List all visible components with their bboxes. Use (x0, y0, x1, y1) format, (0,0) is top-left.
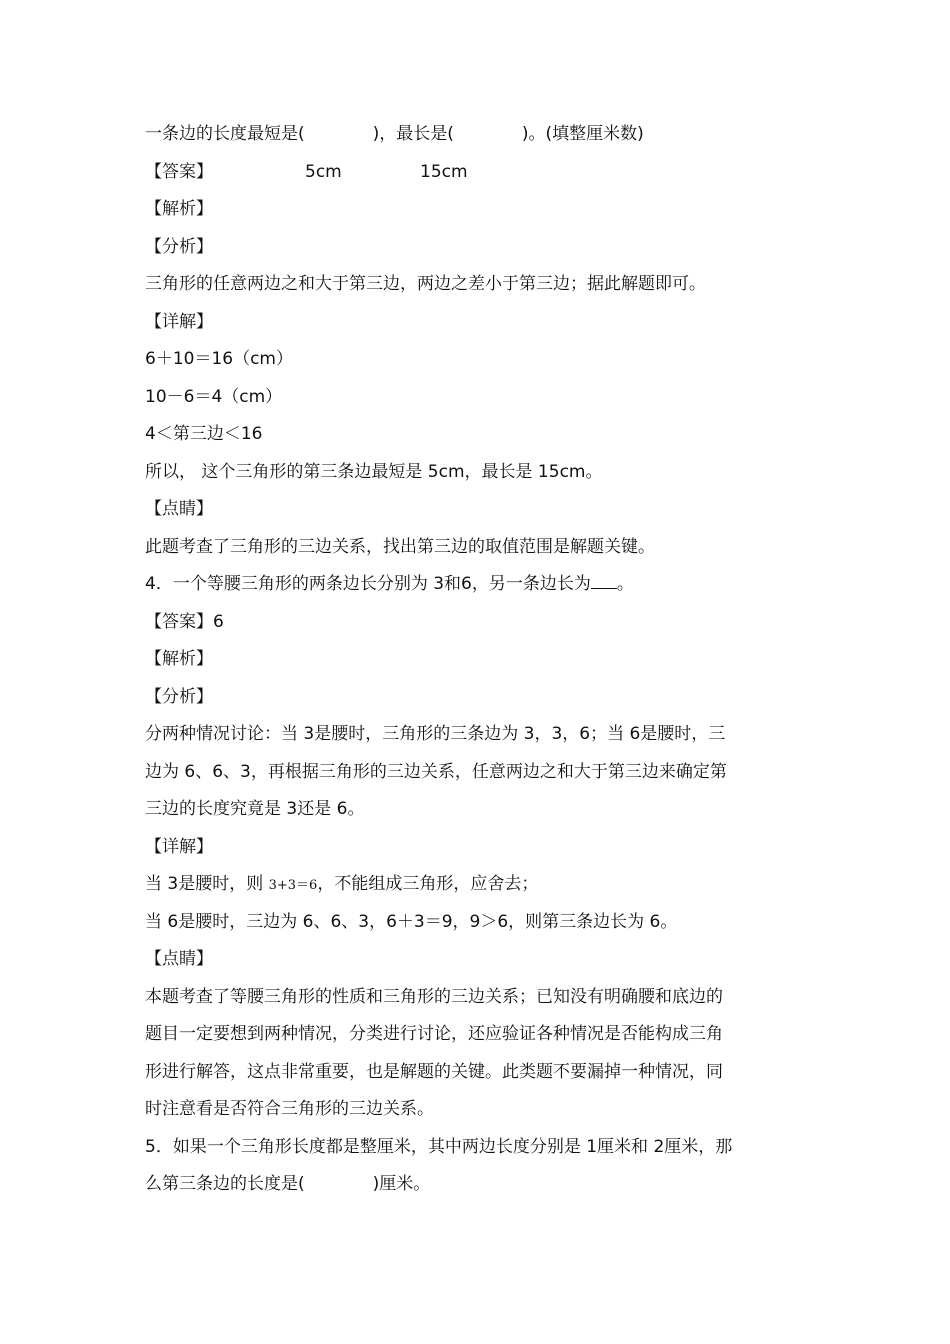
q3-answer-2: 15cm (420, 161, 468, 182)
q3-analysis-label: 【解析】 (145, 199, 213, 219)
q4-question-post: 。 (616, 574, 634, 594)
q4-detail-label: 【详解】 (145, 836, 213, 857)
q4-fenxi-line: 三边的长度究竟是 3还是 6。 (145, 799, 365, 819)
q4-question-text (145, 566, 805, 604)
q3-answer-1: 5cm (305, 161, 342, 182)
q4-detail-line-2: 当 6是腰时，三边为 6、6、3，6＋3＝9，9＞6，则第三条边长为 6。 (145, 911, 678, 932)
q3-fenxi-label: 【分析】 (145, 236, 213, 257)
q4-fenxi-line: 分两种情况讨论：当 3是腰时，三角形的三条边为 3，3，6；当 6是腰时，三 (145, 724, 726, 744)
q4-answer-blank (591, 574, 617, 589)
q4-detail-1-post: ，不能组成三角形，应舍去； (317, 874, 539, 894)
q3-point-label: 【点睛】 (145, 499, 213, 519)
q3-answer-line (145, 154, 805, 192)
q3-fenxi-text: 三角形的任意两边之和大于第三边，两边之差小于第三边；据此解题即可。 (145, 274, 706, 294)
q4-point-line: 题目一定要想到两种情况，分类进行讨论，还应验证各种情况是否能构成三角 (145, 1024, 723, 1044)
q3-detail-line: 6＋10＝16（cm） (145, 349, 293, 369)
q4-answer: 【答案】6 (145, 611, 224, 632)
q4-point-line: 本题考查了等腰三角形的性质和三角形的三边关系；已知没有明确腰和底边的 (145, 986, 723, 1007)
q4-point-line: 时注意看是否符合三角形的三边关系。 (145, 1099, 434, 1119)
q3-question-text: 一条边的长度最短是( )，最长是( )。(填整厘米数) (145, 124, 644, 144)
q4-fenxi-label: 【分析】 (145, 686, 213, 707)
q4-fenxi-line: 边为 6、6、3，再根据三角形的三边关系，任意两边之和大于第三边来确定第 (145, 761, 727, 782)
q3-detail-label: 【详解】 (145, 311, 213, 332)
q3-answer-label: 【答案】 (145, 161, 213, 182)
q4-analysis-label: 【解析】 (145, 649, 213, 669)
q5-question-line: 么第三条边的长度是( )厘米。 (145, 1174, 431, 1194)
q4-point-line: 形进行解答，这点非常重要，也是解题的关键。此类题不要漏掉一种情况，同 (145, 1061, 723, 1082)
q3-detail-line: 4＜第三边＜16 (145, 424, 263, 444)
q5-question-line: 5．如果一个三角形长度都是整厘米，其中两边长度分别是 1厘米和 2厘米，那 (145, 1136, 733, 1157)
q3-detail-line: 10－6＝4（cm） (145, 386, 283, 407)
q4-detail-1-pre: 当 3是腰时，则 (145, 874, 269, 894)
q4-point-label: 【点睛】 (145, 949, 213, 969)
q4-question-pre: 4．一个等腰三角形的两条边长分别为 3和6，另一条边长为 (145, 574, 591, 594)
document-content (145, 116, 805, 1204)
q3-detail-line: 所以， 这个三角形的第三条边最短是 5cm，最长是 15cm。 (145, 461, 603, 482)
q3-point-text: 此题考查了三角形的三边关系，找出第三边的取值范围是解题关键。 (145, 536, 655, 557)
q4-detail-1-math: 3+3＝6 (268, 878, 318, 893)
q4-detail-line-1 (145, 866, 805, 904)
